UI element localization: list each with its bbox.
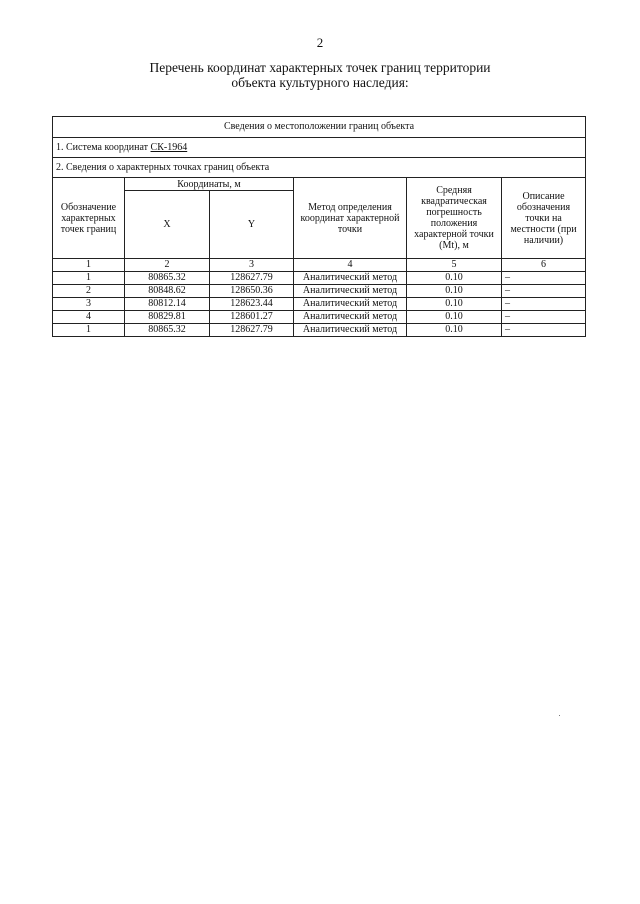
error-cell: 0.10	[407, 284, 502, 297]
column-number: 1	[53, 259, 125, 272]
error-cell: 0.10	[407, 323, 502, 336]
y-cell: 128627.79	[210, 323, 294, 336]
x-cell: 80812.14	[125, 297, 210, 310]
table-row	[53, 284, 586, 297]
error-cell: 0.10	[407, 271, 502, 284]
x-cell: 80829.81	[125, 310, 210, 323]
header-designation: Обозначение характерных точек границ	[53, 178, 125, 259]
point-cell: 2	[53, 284, 125, 297]
points-info-label: 2. Сведения о характерных точках границ объекта	[53, 158, 586, 178]
coordinate-system-name: СК-1964	[150, 141, 188, 153]
y-cell: 128650.36	[210, 284, 294, 297]
coordinates-table	[52, 116, 586, 337]
table-row	[53, 323, 586, 336]
x-cell: 80848.62	[125, 284, 210, 297]
column-number: 3	[210, 259, 294, 272]
x-cell: 80865.32	[125, 271, 210, 284]
column-number: 6	[502, 259, 586, 272]
table-row	[53, 297, 586, 310]
column-number: 5	[407, 259, 502, 272]
header-x: X	[125, 191, 210, 259]
column-number: 4	[294, 259, 407, 272]
point-cell: 3	[53, 297, 125, 310]
header-coordinates: Координаты, м	[125, 178, 294, 191]
method-cell: Аналитический метод	[294, 271, 407, 284]
description-cell: –	[502, 271, 586, 284]
description-cell: –	[502, 323, 586, 336]
y-cell: 128627.79	[210, 271, 294, 284]
page-number: 2	[316, 35, 324, 50]
error-cell: 0.10	[407, 297, 502, 310]
y-cell: 128623.44	[210, 297, 294, 310]
description-cell: –	[502, 284, 586, 297]
description-cell: –	[502, 310, 586, 323]
point-cell: 1	[53, 323, 125, 336]
error-cell: 0.10	[407, 310, 502, 323]
method-cell: Аналитический метод	[294, 297, 407, 310]
scan-artifact-dot	[559, 715, 560, 716]
document-title	[0, 60, 640, 90]
document-title-line-1: Перечень координат характерных точек границ территории	[149, 60, 491, 75]
header-method: Метод определения координат характерной точки	[294, 178, 407, 259]
header-description: Описание обозначения точки на местности (при наличии)	[502, 178, 586, 259]
y-cell: 128601.27	[210, 310, 294, 323]
document-title-line-2: объекта культурного наследия:	[231, 75, 409, 90]
coordinate-system-row	[53, 138, 586, 158]
header-y: Y	[210, 191, 294, 259]
column-number: 2	[125, 259, 210, 272]
description-cell: –	[502, 297, 586, 310]
method-cell: Аналитический метод	[294, 284, 407, 297]
section-header: Сведения о местоположении границ объекта	[53, 117, 586, 138]
coordinate-system-label: 1. Система координат	[56, 141, 151, 153]
table-row	[53, 310, 586, 323]
method-cell: Аналитический метод	[294, 310, 407, 323]
method-cell: Аналитический метод	[294, 323, 407, 336]
header-error: Средняя квадратическая погрешность положения характерной точки (Mt), м	[407, 178, 502, 259]
table-row	[53, 271, 586, 284]
point-cell: 1	[53, 271, 125, 284]
x-cell: 80865.32	[125, 323, 210, 336]
point-cell: 4	[53, 310, 125, 323]
